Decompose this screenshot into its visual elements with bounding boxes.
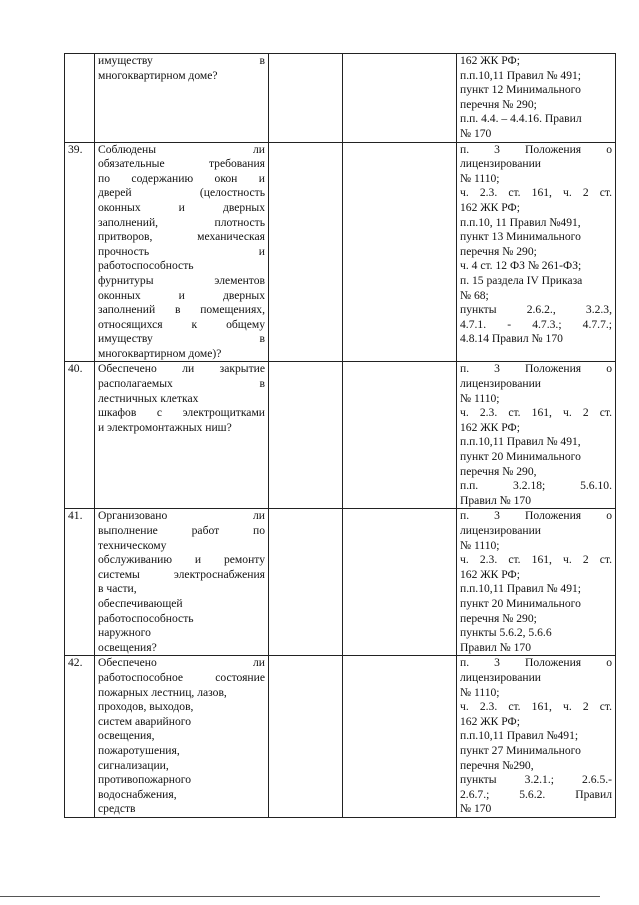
question-cell-line: оконных и дверных [98, 200, 265, 214]
legal-basis-cell-line: № 1110; [460, 391, 500, 405]
question-cell-line: противопожарного [98, 773, 192, 787]
question-cell-line: оконных и дверных [98, 288, 265, 302]
legal-basis-cell-line: пункт 12 Минимального [460, 83, 581, 97]
legal-basis-cell-line: Правил № 170 [460, 493, 532, 507]
empty-cell [343, 509, 457, 656]
legal-basis-cell [457, 656, 616, 818]
question-cell-line: пожаротушения, [98, 743, 180, 757]
question-cell-line: обслуживанию и ремонту [98, 553, 265, 567]
empty-cell [343, 54, 457, 143]
question-cell-line: работоспособность [98, 259, 194, 273]
table-body [65, 54, 616, 818]
legal-basis-cell-line: пункт 13 Минимального [460, 230, 581, 244]
question-cell-line: притворов, механическая [98, 230, 265, 244]
legal-basis-cell-line: перечня № 290; [460, 611, 537, 625]
question-cell-line: имуществу в [98, 54, 265, 67]
question-cell-line: освещения, [98, 729, 155, 743]
empty-cell [269, 142, 343, 362]
legal-basis-cell-line: № 170 [460, 802, 492, 816]
legal-basis-cell [457, 362, 616, 509]
legal-basis-cell-line: 162 ЖК РФ; [460, 54, 520, 67]
legal-basis-cell-line: п. 3 Положения о [460, 656, 612, 670]
legal-basis-cell-line: ч. 2.3. ст. 161, ч. 2 ст. [460, 186, 612, 200]
legal-basis-cell-line: пункты 3.2.1.; 2.6.5.- [460, 773, 612, 787]
question-cell [95, 362, 269, 509]
legal-basis-cell [457, 54, 616, 143]
legal-basis-cell-line: № 68; [460, 288, 489, 302]
question-cell-line: многоквартирном доме)? [98, 346, 222, 360]
legal-basis-cell-line: п.п.10,11 Правил № 491; [460, 582, 582, 596]
legal-basis-cell-line: п. 3 Положения о [460, 509, 612, 523]
empty-cell [269, 362, 343, 509]
question-cell-line: Обеспечено ли [98, 656, 265, 670]
question-cell-line: средств [98, 802, 136, 816]
question-cell-line: наружного [98, 626, 151, 640]
question-cell-line: водоснабжения, [98, 787, 177, 801]
legal-basis-cell-line: лицензировании [460, 670, 542, 684]
legal-basis-cell [457, 142, 616, 362]
legal-basis-cell-line: № 1110; [460, 171, 500, 185]
legal-basis-cell-line: пункт 20 Минимального [460, 450, 581, 464]
empty-cell [269, 656, 343, 818]
question-cell-line: систем аварийного [98, 714, 192, 728]
table-row [65, 142, 616, 362]
question-cell [95, 54, 269, 143]
legal-basis-cell-line: ч. 2.3. ст. 161, ч. 2 ст. [460, 406, 612, 420]
question-cell-line: работоспособное состояние [98, 670, 265, 684]
row-number: 39. [65, 142, 95, 362]
question-cell-line: располагаемых в [98, 377, 265, 391]
question-cell-line: работоспособность [98, 611, 194, 625]
legal-basis-cell-line: 162 ЖК РФ; [460, 567, 520, 581]
question-cell-line: сигнализации, [98, 758, 169, 772]
legal-basis-cell-line: перечня № 290, [460, 464, 537, 478]
question-cell [95, 656, 269, 818]
checklist-table [64, 53, 616, 818]
question-cell-line: дверей (целостность [98, 186, 265, 200]
legal-basis-cell-line: п.п.10,11 Правил № 491; [460, 68, 582, 82]
legal-basis-cell-line: пункты 5.6.2, 5.6.6 [460, 626, 552, 640]
question-cell-line: имуществу в [98, 332, 265, 346]
legal-basis-cell-line: № 170 [460, 126, 492, 140]
row-number: 42. [65, 656, 95, 818]
legal-basis-cell-line: лицензировании [460, 377, 542, 391]
question-cell [95, 142, 269, 362]
legal-basis-cell-line: 162 ЖК РФ; [460, 200, 520, 214]
table-row [65, 362, 616, 509]
row-number: 41. [65, 509, 95, 656]
legal-basis-cell-line: Правил № 170 [460, 640, 532, 654]
question-cell-line: шкафов с электрощитками [98, 406, 265, 420]
question-cell [95, 509, 269, 656]
question-cell-line: обеспечивающей [98, 596, 183, 610]
legal-basis-cell-line: п.п. 4.4. – 4.4.16. Правил [460, 112, 582, 126]
legal-basis-cell-line: № 1110; [460, 538, 500, 552]
row-number [65, 54, 95, 143]
question-cell-line: Организовано ли [98, 509, 265, 523]
question-cell-line: обязательные требования [98, 157, 265, 171]
question-cell-line: заполнений, плотность [98, 215, 265, 229]
question-cell-line: освещения? [98, 640, 157, 654]
legal-basis-cell-line: 4.8.14 Правил № 170 [460, 332, 563, 346]
legal-basis-cell-line: ч. 2.3. ст. 161, ч. 2 ст. [460, 553, 612, 567]
question-cell-line: Соблюдены ли [98, 142, 265, 156]
legal-basis-cell-line: п. 15 раздела IV Приказа [460, 273, 583, 287]
legal-basis-cell-line: п.п.10,11 Правил № 491, [460, 435, 581, 449]
question-cell-line: фурнитуры элементов [98, 273, 265, 287]
legal-basis-cell-line: перечня № 290; [460, 244, 537, 258]
empty-cell [343, 362, 457, 509]
legal-basis-cell-line: пункт 20 Минимального [460, 596, 581, 610]
legal-basis-cell-line: 4.7.1. - 4.7.3.; 4.7.7.; [460, 317, 612, 331]
legal-basis-cell-line: п. 3 Положения о [460, 142, 612, 156]
legal-basis-cell-line: № 1110; [460, 685, 500, 699]
question-cell-line: заполнений в помещениях, [98, 303, 265, 317]
question-cell-line: Обеспечено ли закрытие [98, 362, 265, 376]
table-row [65, 656, 616, 818]
table-row [65, 54, 616, 143]
legal-basis-cell-line: ч. 2.3. ст. 161, ч. 2 ст. [460, 700, 612, 714]
legal-basis-cell-line: п.п.10,11 Правил №491; [460, 729, 579, 743]
question-cell-line: прочность и [98, 244, 265, 258]
row-number: 40. [65, 362, 95, 509]
question-cell-line: системы электроснабжения [98, 567, 265, 581]
empty-cell [343, 142, 457, 362]
legal-basis-cell-line: 162 ЖК РФ; [460, 714, 520, 728]
question-cell-line: лестничных клетках [98, 391, 199, 405]
footer-divider [0, 896, 600, 897]
empty-cell [269, 509, 343, 656]
legal-basis-cell-line: п. 3 Положения о [460, 362, 612, 376]
legal-basis-cell-line: перечня № 290; [460, 97, 537, 111]
legal-basis-cell-line: лицензировании [460, 157, 542, 171]
table-row [65, 509, 616, 656]
question-cell-line: относящихся к общему [98, 317, 265, 331]
question-cell-line: многоквартирном доме? [98, 68, 218, 82]
empty-cell [343, 656, 457, 818]
legal-basis-cell-line: п.п. 3.2.18; 5.6.10. [460, 479, 612, 493]
question-cell-line: и электромонтажных ниш? [98, 420, 232, 434]
question-cell-line: техническому [98, 538, 167, 552]
legal-basis-cell-line: 162 ЖК РФ; [460, 420, 520, 434]
legal-basis-cell [457, 509, 616, 656]
question-cell-line: в части, [98, 582, 137, 596]
legal-basis-cell-line: 2.6.7.; 5.6.2. Правил [460, 787, 612, 801]
question-cell-line: проходов, выходов, [98, 700, 194, 714]
question-cell-line: пожарных лестниц, лазов, [98, 685, 227, 699]
legal-basis-cell-line: п.п.10, 11 Правил №491, [460, 215, 581, 229]
legal-basis-cell-line: пункты 2.6.2., 3.2.3, [460, 303, 612, 317]
legal-basis-cell-line: ч. 4 ст. 12 ФЗ № 261-ФЗ; [460, 259, 582, 273]
empty-cell [269, 54, 343, 143]
legal-basis-cell-line: лицензировании [460, 524, 542, 537]
legal-basis-cell-line: перечня №290, [460, 758, 534, 772]
question-cell-line: выполнение работ по [98, 524, 265, 537]
question-cell-line: по содержанию окон и [98, 171, 265, 185]
legal-basis-cell-line: пункт 27 Минимального [460, 743, 581, 757]
